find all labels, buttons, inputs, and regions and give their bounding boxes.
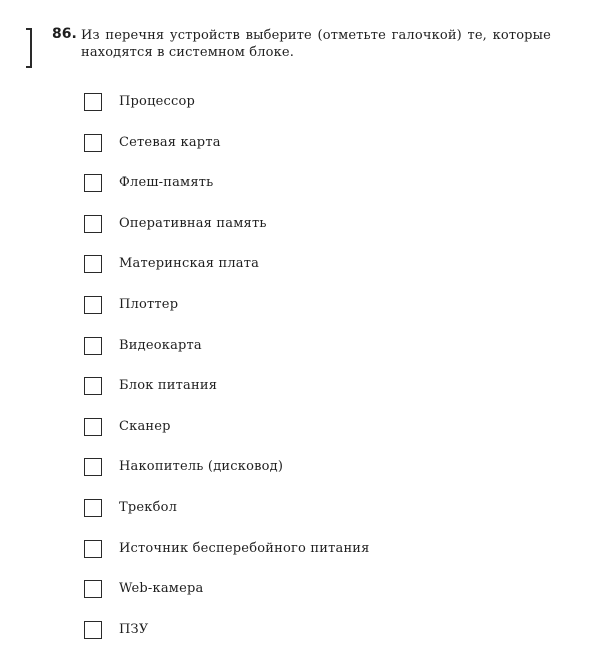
option-label: Сканер: [119, 418, 171, 434]
option-item[interactable]: [84, 499, 370, 540]
option-label: Блок питания: [119, 378, 218, 394]
option-label: Флеш-память: [119, 175, 214, 191]
option-checkbox[interactable]: [84, 93, 102, 111]
option-item[interactable]: [84, 418, 370, 459]
option-item[interactable]: [84, 580, 370, 621]
option-checkbox[interactable]: [84, 418, 102, 436]
option-checkbox[interactable]: [84, 499, 102, 517]
option-checkbox[interactable]: [84, 215, 102, 233]
option-checkbox[interactable]: [84, 337, 102, 355]
option-label: Видеокарта: [119, 337, 202, 353]
option-item[interactable]: [84, 540, 370, 581]
option-label: Web-камера: [119, 581, 204, 597]
option-checkbox[interactable]: [84, 580, 102, 598]
options-list: [84, 93, 370, 661]
option-checkbox[interactable]: [84, 540, 102, 558]
option-label: Плоттер: [119, 296, 179, 312]
option-label: Оперативная память: [119, 215, 267, 231]
task-instruction: Из перечня устройств выберите (отметьте галочкой) те, которые находятся в системном блоке.: [81, 28, 551, 60]
margin-bracket: [26, 28, 32, 68]
option-label: Процессор: [119, 94, 196, 109]
option-checkbox[interactable]: [84, 255, 102, 273]
option-item[interactable]: [84, 377, 370, 418]
option-label: Источник бесперебойного питания: [119, 540, 370, 556]
option-item[interactable]: [84, 93, 370, 134]
option-checkbox[interactable]: [84, 134, 102, 152]
option-item[interactable]: [84, 296, 370, 337]
option-item[interactable]: [84, 255, 370, 296]
option-checkbox[interactable]: [84, 174, 102, 192]
option-checkbox[interactable]: [84, 377, 102, 395]
option-item[interactable]: [84, 174, 370, 215]
option-label: Материнская плата: [119, 256, 260, 272]
option-label: Трекбол: [119, 499, 178, 515]
option-label: Сетевая карта: [119, 134, 221, 150]
option-label: ПЗУ: [119, 621, 149, 637]
option-checkbox[interactable]: [84, 296, 102, 314]
option-item[interactable]: [84, 215, 370, 256]
option-item[interactable]: [84, 621, 370, 662]
option-item[interactable]: [84, 134, 370, 175]
option-item[interactable]: [84, 337, 370, 378]
option-checkbox[interactable]: [84, 458, 102, 476]
option-label: Накопитель (дисковод): [119, 459, 284, 475]
option-checkbox[interactable]: [84, 621, 102, 639]
task-number: 86.: [52, 26, 77, 42]
option-item[interactable]: [84, 458, 370, 499]
